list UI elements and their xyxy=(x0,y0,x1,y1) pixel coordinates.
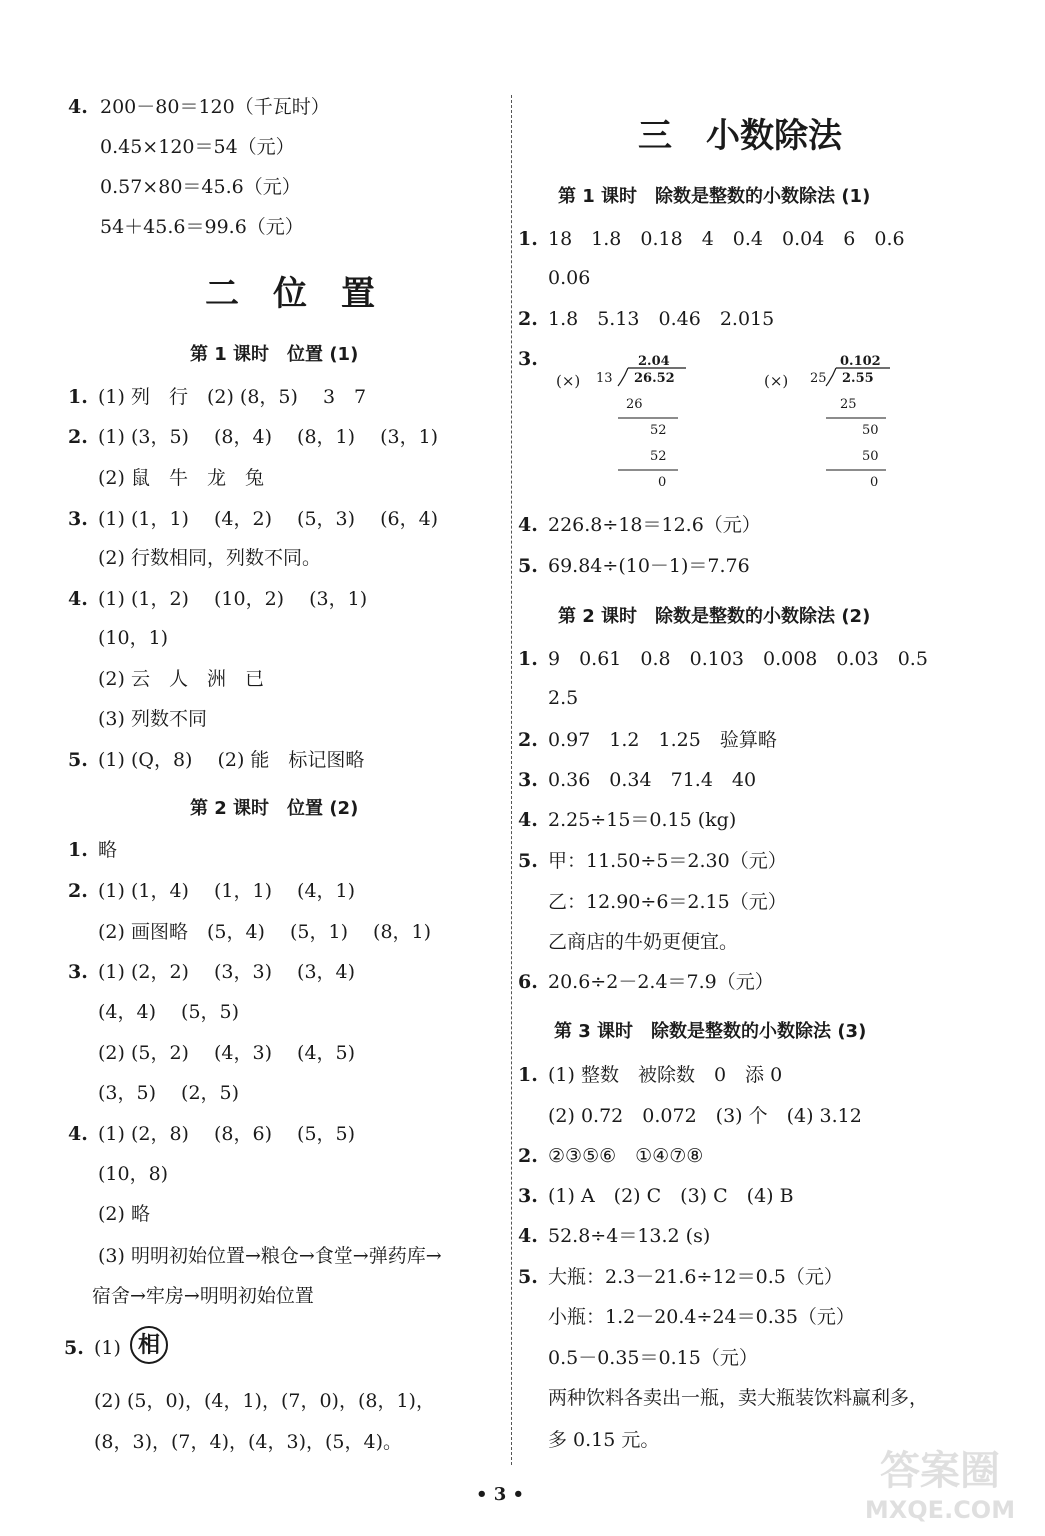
answer-line: (2) 行数相同，列数不同。 xyxy=(98,547,321,569)
answer-line: 0.06 xyxy=(548,267,591,289)
answer-line: 18 1.8 0.18 4 0.4 0.04 6 0.6 xyxy=(548,228,905,250)
svg-text:MXQE.COM: MXQE.COM xyxy=(864,1496,1016,1524)
answer-line: 多 0.15 元。 xyxy=(548,1429,660,1451)
answer-line: (2) 画图略 (5，4) (5，1) (8，1) xyxy=(98,921,432,943)
answer-line: 乙商店的牛奶更便宜。 xyxy=(548,931,739,953)
answer-line: (4，4) (5，5) xyxy=(98,1001,240,1023)
question-number: 1. xyxy=(518,648,538,670)
division-step: 50 xyxy=(862,449,879,464)
answer-line: (1) 列 行 (2) (8，5) 3 7 xyxy=(98,386,367,408)
division-lines xyxy=(760,352,940,492)
answer-line: (1) (1，4) (1，1) (4，1) xyxy=(98,880,356,902)
division-lines xyxy=(552,352,732,492)
answer-line: 0.57×80＝45.6（元） xyxy=(100,176,301,198)
answer-line: 52.8÷4＝13.2 (s) xyxy=(548,1225,711,1247)
question-number: 3. xyxy=(68,961,88,983)
question-number: 5. xyxy=(518,850,538,872)
answer-line: (2) 0.72 0.072 (3) 个 (4) 3.12 xyxy=(548,1105,862,1127)
answer-line: 1.8 5.13 0.46 2.015 xyxy=(548,308,775,330)
answer-line: (2) 略 xyxy=(98,1203,150,1225)
question-number: 3. xyxy=(68,508,88,530)
answer-line: (10，8) xyxy=(98,1163,169,1185)
answer-line: (3) 列数不同 xyxy=(98,708,207,730)
answer-line: 9 0.61 0.8 0.103 0.008 0.03 0.5 xyxy=(548,648,928,670)
question-number: 4. xyxy=(518,1225,538,1247)
dividend: 26.52 xyxy=(634,371,675,386)
answer-line: (1) xyxy=(94,1337,121,1359)
answer-line: 2.25÷15＝0.15 (kg) xyxy=(548,809,737,831)
question-number: 2. xyxy=(68,426,88,448)
question-number: 1. xyxy=(68,386,88,408)
lesson-title: 第 1 课时 除数是整数的小数除法 (1) xyxy=(558,186,871,207)
answer-line: 乙：12.90÷6＝2.15（元） xyxy=(548,891,787,913)
answer-line: (1) 整数 被除数 0 添 0 xyxy=(548,1064,783,1086)
lesson-title: 第 3 课时 除数是整数的小数除法 (3) xyxy=(554,1021,867,1042)
question-number: 4. xyxy=(68,96,88,118)
lesson-title: 第 2 课时 位置 (2) xyxy=(190,798,359,819)
answer-line: 宿舍→牢房→明明初始位置 xyxy=(92,1285,314,1307)
lesson-title: 第 2 课时 除数是整数的小数除法 (2) xyxy=(558,606,871,627)
svg-text:答案圈: 答案圈 xyxy=(880,1448,1000,1494)
question-number: 3. xyxy=(518,1185,538,1207)
question-number: 3. xyxy=(518,769,538,791)
answer-line: 200－80＝120（千瓦时） xyxy=(100,96,330,118)
circled-character xyxy=(130,1326,168,1364)
answer-line: 2.5 xyxy=(548,687,579,709)
answer-line: (8，3)，(7，4)，(4，3)，(5，4)。 xyxy=(94,1431,403,1453)
long-division-b xyxy=(760,352,940,492)
question-number: 4. xyxy=(518,514,538,536)
answer-line: ②③⑤⑥ ①④⑦⑧ xyxy=(548,1145,704,1167)
answer-line: (2) (5，2) (4，3) (4，5) xyxy=(98,1042,356,1064)
question-number: 2. xyxy=(518,729,538,751)
question-number: 5. xyxy=(518,555,538,577)
question-number: 1. xyxy=(518,228,538,250)
answer-line: (2) 云 人 洲 已 xyxy=(98,668,264,690)
question-number: 6. xyxy=(518,971,538,993)
division-step: 26 xyxy=(626,397,643,412)
question-number: 4. xyxy=(518,809,538,831)
correction-mark: (×) xyxy=(556,372,581,390)
division-step: 50 xyxy=(862,423,879,438)
question-number: 1. xyxy=(68,839,88,861)
answer-line: 略 xyxy=(98,839,118,861)
division-step: 52 xyxy=(650,423,667,438)
answer-line: (1) (3，5) (8，4) (8，1) (3，1) xyxy=(98,426,439,448)
division-step: 25 xyxy=(840,397,857,412)
question-number: 2. xyxy=(518,1145,538,1167)
long-division-a xyxy=(552,352,732,492)
answer-line: 54＋45.6＝99.6（元） xyxy=(100,216,304,238)
answer-line: 0.5－0.35＝0.15（元） xyxy=(548,1347,758,1369)
division-step: 0 xyxy=(870,475,879,490)
answer-line: 0.45×120＝54（元） xyxy=(100,136,295,158)
question-number: 5. xyxy=(68,749,88,771)
answer-line: (2) 鼠 牛 龙 兔 xyxy=(98,467,264,489)
lesson-title: 第 1 课时 位置 (1) xyxy=(190,344,359,365)
question-number: 3. xyxy=(518,348,538,370)
question-number: 2. xyxy=(68,880,88,902)
question-number: 2. xyxy=(518,308,538,330)
answer-line: 两种饮料各卖出一瓶，卖大瓶装饮料赢利多， xyxy=(548,1387,929,1409)
question-number: 4. xyxy=(68,588,88,610)
quotient: 2.04 xyxy=(638,354,670,369)
answer-line: 226.8÷18＝12.6（元） xyxy=(548,514,761,536)
answer-line: 小瓶：1.2－20.4÷24＝0.35（元） xyxy=(548,1306,855,1328)
answer-line: 0.97 1.2 1.25 验算略 xyxy=(548,729,777,751)
answer-line: (2) (5，0)，(4，1)，(7，0)，(8，1)， xyxy=(94,1390,435,1412)
answer-line: (1) (1，2) (10，2) (3，1) xyxy=(98,588,368,610)
quotient: 0.102 xyxy=(840,354,881,369)
answer-line: (1) (2，8) (8，6) (5，5) xyxy=(98,1123,356,1145)
divisor: 13 xyxy=(596,371,613,386)
page-number: • 3 • xyxy=(475,1484,525,1505)
answer-line: (10，1) xyxy=(98,627,169,649)
watermark-logo xyxy=(845,1438,1035,1528)
answer-line: 69.84÷(10－1)＝7.76 xyxy=(548,555,750,577)
question-number: 1. xyxy=(518,1064,538,1086)
question-number: 4. xyxy=(68,1123,88,1145)
answer-line: 20.6÷2－2.4＝7.9（元） xyxy=(548,971,774,993)
dividend: 2.55 xyxy=(842,371,874,386)
answer-line: (1) (2，2) (3，3) (3，4) xyxy=(98,961,356,983)
division-step: 52 xyxy=(650,449,667,464)
divisor: 25 xyxy=(810,371,827,386)
answer-line: (1) (Q，8) (2) 能 标记图略 xyxy=(98,749,365,771)
circled-glyph: 相 xyxy=(130,1326,168,1364)
question-number: 5. xyxy=(518,1266,538,1288)
division-step: 0 xyxy=(658,475,667,490)
answer-line: (1) (1，1) (4，2) (5，3) (6，4) xyxy=(98,508,439,530)
answer-line: 甲：11.50÷5＝2.30（元） xyxy=(548,850,787,872)
chapter-title: 二 位 置 xyxy=(205,274,375,314)
column-divider xyxy=(511,95,512,1465)
question-number: 5. xyxy=(64,1337,84,1359)
answer-line: 0.36 0.34 71.4 40 xyxy=(548,769,757,791)
chapter-title: 三 小数除法 xyxy=(638,116,842,156)
answer-line: (1) A (2) C (3) C (4) B xyxy=(548,1185,794,1207)
answer-line: (3) 明明初始位置→粮仓→食堂→弹药库→ xyxy=(98,1245,442,1267)
answer-line: (3，5) (2，5) xyxy=(98,1082,240,1104)
answer-line: 大瓶：2.3－21.6÷12＝0.5（元） xyxy=(548,1266,843,1288)
correction-mark: (×) xyxy=(764,372,789,390)
